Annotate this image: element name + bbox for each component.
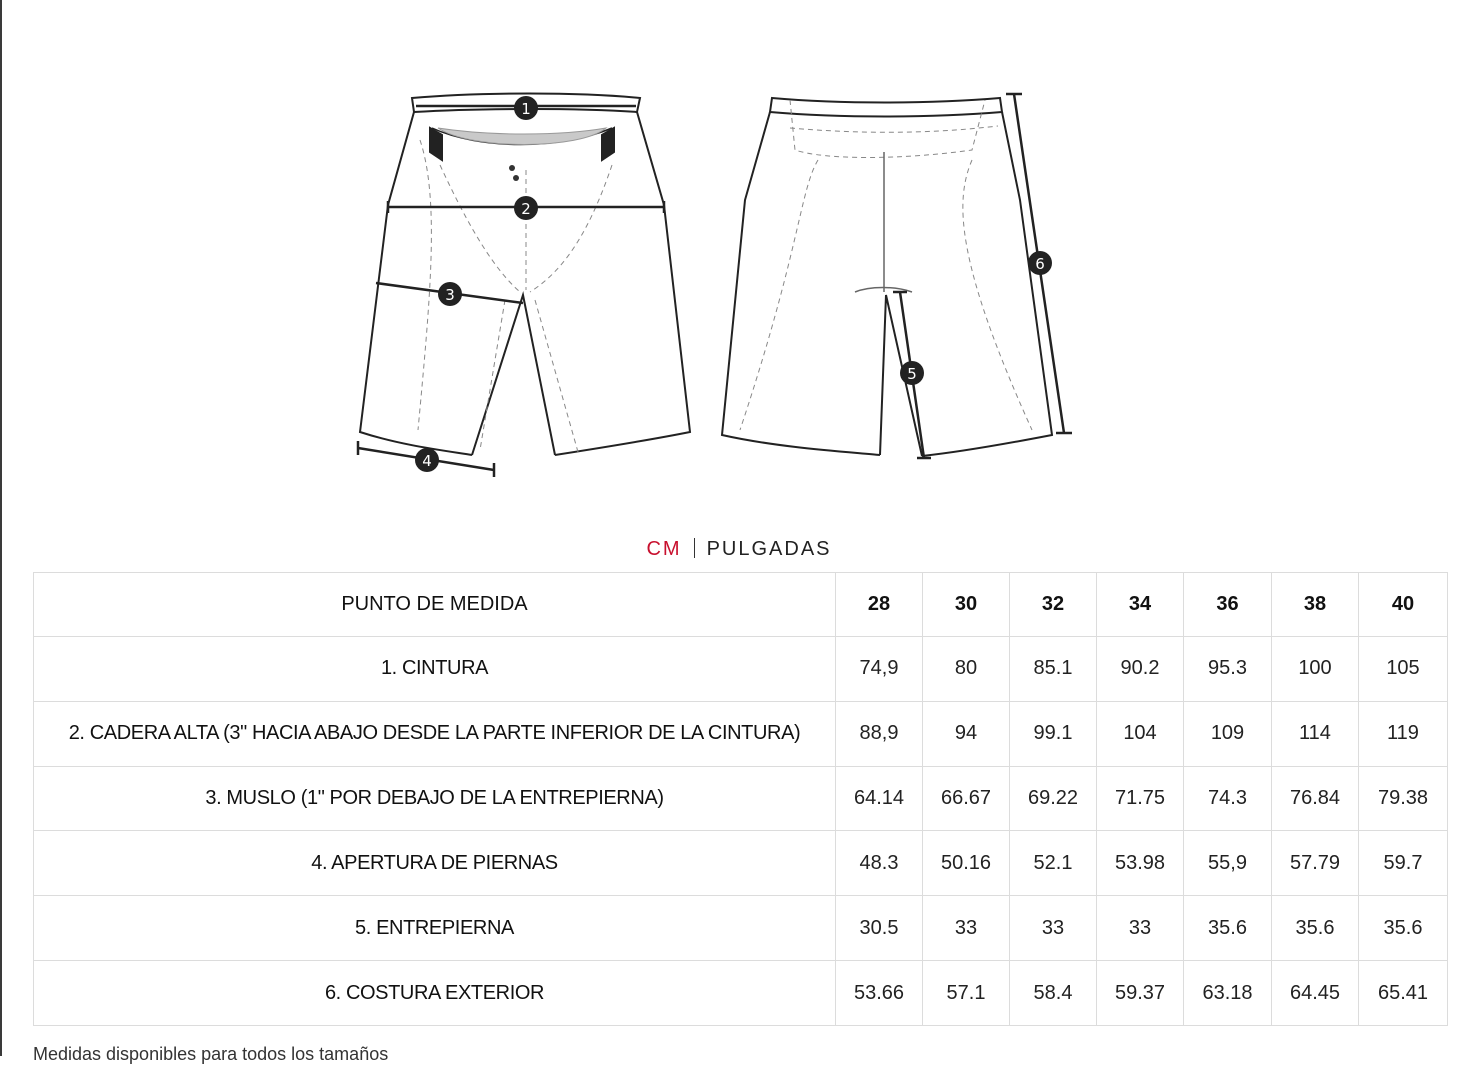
table-cell: 90.2 xyxy=(1097,637,1184,702)
unit-option-cm[interactable]: CM xyxy=(646,538,682,560)
table-cell: 35.6 xyxy=(1359,896,1448,961)
table-row xyxy=(34,831,1448,896)
svg-text:3: 3 xyxy=(445,286,455,304)
table-cell: 79.38 xyxy=(1359,766,1448,831)
header-size: 34 xyxy=(1097,573,1184,637)
table-cell: 74.3 xyxy=(1184,766,1272,831)
row-label: 6. COSTURA EXTERIOR xyxy=(34,961,836,1026)
table-header-row xyxy=(34,573,1448,637)
table-cell: 99.1 xyxy=(1010,701,1097,766)
table-row xyxy=(34,896,1448,961)
back-view-shorts xyxy=(722,98,1052,456)
header-size: 38 xyxy=(1272,573,1359,637)
table-cell: 64.45 xyxy=(1272,961,1359,1026)
table-cell: 94 xyxy=(923,701,1010,766)
row-label: 5. ENTREPIERNA xyxy=(34,896,836,961)
table-cell: 30.5 xyxy=(836,896,923,961)
left-border xyxy=(0,0,2,1056)
marker-4 xyxy=(415,448,439,472)
table-cell: 88,9 xyxy=(836,701,923,766)
shorts-measurement-diagram xyxy=(340,70,1240,510)
table-cell: 64.14 xyxy=(836,766,923,831)
table-row xyxy=(34,701,1448,766)
row-label: 1. CINTURA xyxy=(34,637,836,702)
marker-3 xyxy=(438,282,462,306)
unit-option-inches[interactable]: PULGADAS xyxy=(706,538,832,560)
table-row xyxy=(34,637,1448,702)
table-cell: 74,9 xyxy=(836,637,923,702)
marker-2 xyxy=(514,196,538,220)
table-cell: 114 xyxy=(1272,701,1359,766)
table-cell: 65.41 xyxy=(1359,961,1448,1026)
table-cell: 69.22 xyxy=(1010,766,1097,831)
header-size: 36 xyxy=(1184,573,1272,637)
table-cell: 109 xyxy=(1184,701,1272,766)
table-cell: 55,9 xyxy=(1184,831,1272,896)
svg-text:1: 1 xyxy=(521,100,531,118)
back-stitching xyxy=(740,100,1032,430)
row-label: 2. CADERA ALTA (3" HACIA ABAJO DESDE LA PARTE INFERIOR DE LA CINTURA) xyxy=(34,701,836,766)
table-cell: 104 xyxy=(1097,701,1184,766)
footnote: Medidas disponibles para todos los tamaños xyxy=(33,1044,389,1064)
table-cell: 100 xyxy=(1272,637,1359,702)
table-cell: 95.3 xyxy=(1184,637,1272,702)
marker-6 xyxy=(1028,251,1052,275)
table-row xyxy=(34,961,1448,1026)
button-dot xyxy=(513,175,519,181)
table-cell: 59.37 xyxy=(1097,961,1184,1026)
table-cell: 50.16 xyxy=(923,831,1010,896)
header-size: 40 xyxy=(1359,573,1448,637)
header-size: 32 xyxy=(1010,573,1097,637)
front-view-shorts xyxy=(360,94,690,456)
row-label: 4. APERTURA DE PIERNAS xyxy=(34,831,836,896)
table-cell: 35.6 xyxy=(1184,896,1272,961)
back-measure-lines xyxy=(893,94,1072,458)
table-cell: 59.7 xyxy=(1359,831,1448,896)
table-cell: 53.98 xyxy=(1097,831,1184,896)
table-cell: 66.67 xyxy=(923,766,1010,831)
table-cell: 80 xyxy=(923,637,1010,702)
table-cell: 105 xyxy=(1359,637,1448,702)
marker-5 xyxy=(900,361,924,385)
svg-text:6: 6 xyxy=(1035,255,1045,273)
table-cell: 33 xyxy=(1097,896,1184,961)
table-cell: 35.6 xyxy=(1272,896,1359,961)
header-measure-point: PUNTO DE MEDIDA xyxy=(34,573,836,637)
svg-text:4: 4 xyxy=(422,452,432,470)
table-cell: 119 xyxy=(1359,701,1448,766)
button-dot xyxy=(509,165,515,171)
svg-text:2: 2 xyxy=(521,200,531,218)
table-cell: 85.1 xyxy=(1010,637,1097,702)
marker-1 xyxy=(514,96,538,120)
size-chart-table xyxy=(33,572,1448,1026)
table-cell: 53.66 xyxy=(836,961,923,1026)
table-cell: 33 xyxy=(923,896,1010,961)
table-cell: 71.75 xyxy=(1097,766,1184,831)
table-cell: 48.3 xyxy=(836,831,923,896)
table-cell: 57.79 xyxy=(1272,831,1359,896)
table-cell: 63.18 xyxy=(1184,961,1272,1026)
table-cell: 76.84 xyxy=(1272,766,1359,831)
front-measure-lines xyxy=(358,106,664,477)
table-row xyxy=(34,766,1448,831)
table-cell: 33 xyxy=(1010,896,1097,961)
row-label: 3. MUSLO (1" POR DEBAJO DE LA ENTREPIERNA) xyxy=(34,766,836,831)
unit-toggle xyxy=(0,538,1478,561)
svg-text:5: 5 xyxy=(907,365,917,383)
table-cell: 52.1 xyxy=(1010,831,1097,896)
table-cell: 57.1 xyxy=(923,961,1010,1026)
header-size: 30 xyxy=(923,573,1010,637)
header-size: 28 xyxy=(836,573,923,637)
table-cell: 58.4 xyxy=(1010,961,1097,1026)
